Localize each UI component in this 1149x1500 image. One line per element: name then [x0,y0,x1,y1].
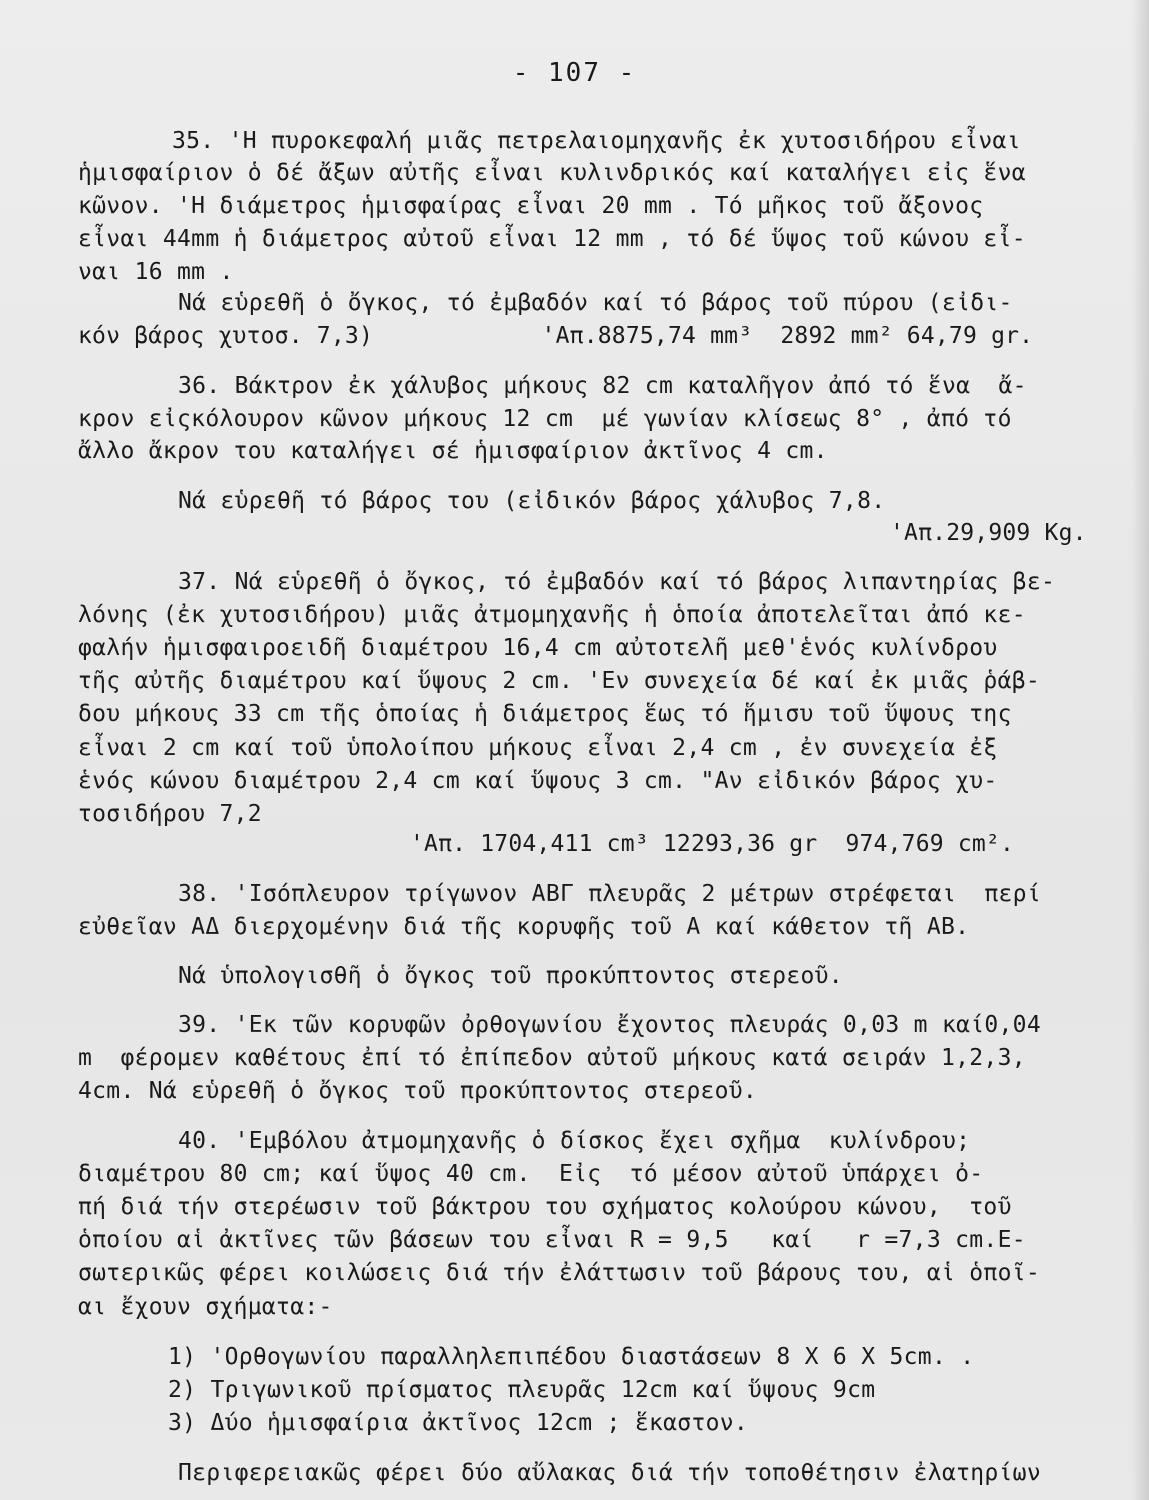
problem-35-line-5: ναι 16 mm . [78,259,234,285]
problem-35-line-2: ἡμισφαίριον ὁ δέ ἄξων αὐτῆς εἶναι κυλινδρικός καί καταλήγει εἰς ἕνα [78,160,1026,186]
problem-39-line-2: m φέρομεν καθέτους ἐπί τό ἐπίπεδον αὐτοῦ μήκους κατά σειράν 1,2,3, [78,1045,1026,1071]
problem-35-line-3: κῶνον. 'Η διάμετρος ἡμισφαίρας εἶναι 20 mm . Τό μῆκος τοῦ ἄξονος [78,193,984,219]
problem-36-line-3: ἄλλο ἄκρον του καταλήγει σέ ἡμισφαίριον ἀκτῖνος 4 cm. [78,438,828,464]
problem-40-line-1: 40. 'Εμβόλου ἀτμομηχανῆς ὁ δίσκος ἔχει σχῆμα κυλίνδρου; [178,1128,971,1154]
problem-35-line-4: εἶναι 44mm ἡ διάμετρος αὐτοῦ εἶναι 12 mm , τό δέ ὕψος τοῦ κώνου εἶ- [78,226,1026,252]
problem-36-line-2: κρον εἰςκόλουρον κῶνον μήκους 12 cm μέ γωνίαν κλίσεως 8° , ἀπό τό [78,406,1012,432]
problem-40-line-2: διαμέτρου 80 cm; καί ὕψος 40 cm. Εἰς τό μέσον αὐτοῦ ὑπάρχει ὀ- [78,1161,984,1187]
problem-38-line-1: 38. 'Ισόπλευρον τρίγωνον ΑΒΓ πλευρᾶς 2 μέτρων στρέφεται περί [178,881,1041,907]
problem-37-line-4: τῆς αὐτῆς διαμέτρου καί ὕψους 2 cm. 'Εν συνεχεία δέ καί ἐκ μιᾶς ῥάβ- [78,668,1041,694]
problem-37-line-8: τοσιδήρου 7,2 [78,801,262,827]
problem-37-line-1: 37. Νά εὑρεθῆ ὁ ὄγκος, τό ἐμβαδόν καί τό βάρος λιπαντηρίας βε- [178,569,1056,595]
problem-39-line-1: 39. 'Εκ τῶν κορυφῶν ὀρθογωνίου ἔχοντος πλευράς 0,03 m καί0,04 [178,1012,1041,1038]
problem-38-line-2: εὐθεῖαν ΑΔ διερχομένην διά τῆς κορυφῆς τοῦ Α καί κάθετον τῆ ΑΒ. [78,914,970,940]
problem-39-line-3: 4cm. Νά εὑρεθῆ ὁ ὄγκος τοῦ προκύπτοντος στερεοῦ. [78,1078,758,1104]
problem-35-line-6: Νά εὑρεθῆ ὁ ὄγκος, τό ἐμβαδόν καί τό βάρος τοῦ πύρου (εἰδι- [178,290,1013,316]
problem-36-line-4: Νά εὑρεθῆ τό βάρος του (εἰδικόν βάρος χάλυβος 7,8. [178,488,886,514]
problem-36-line-1: 36. Βάκτρον ἐκ χάλυβος μήκους 82 cm καταλῆγον ἀπό τό ἕνα ἄ- [178,373,1027,399]
page-number: - 107 - [512,58,637,88]
problem-40-line-4: ὁποίου αἱ ἀκτῖνες τῶν βάσεων του εἶναι R = 9,5 καί r =7,3 cm.Ε- [78,1227,1026,1253]
problem-40-list-item-2: 2) Τριγωνικοῦ πρίσματος πλευρᾶς 12cm καί ὕψους 9cm [168,1377,876,1403]
problem-37-answer: 'Απ. 1704,411 cm³ 12293,36 gr 974,769 cm². [410,831,1015,857]
problem-40-line-6: αι ἔχουν σχήματα:- [78,1294,333,1320]
problem-35-answer: κόν βάρος χυτοσ. 7,3) 'Απ.8875,74 mm³ 2892 mm² 64,79 gr. [78,323,1034,349]
problem-35-line-1: 35. 'Η πυροκεφαλή μιᾶς πετρελαιομηχανῆς ἐκ χυτοσιδήρου εἶναι [172,128,1021,154]
problem-37-line-6: εἶναι 2 cm καί τοῦ ὑπολοίπου μήκους εἶναι 2,4 cm , ἐν συνεχεία ἐξ [78,735,998,761]
page-edge-shadow [1131,0,1149,1500]
problem-40-line-3: πή διά τήν στερέωσιν τοῦ βάκτρου του σχήματος κολούρου κώνου, τοῦ [78,1194,1012,1220]
problem-38-line-3: Νά ὑπολογισθῆ ὁ ὄγκος τοῦ προκύπτοντος στερεοῦ. [178,963,843,989]
problem-37-line-3: φαλήν ἡμισφαιροειδῆ διαμέτρου 16,4 cm αὐτοτελῆ μεθ'ἑνός κυλίνδρου [78,635,998,661]
problem-37-line-2: λόνης (ἐκ χυτοσιδήρου) μιᾶς ἀτμομηχανῆς ἡ ὁποία ἀποτελεῖται ἀπό κε- [78,602,1026,628]
problem-37-line-5: δου μήκους 33 cm τῆς ὁποίας ἡ διάμετρος ἕως τό ἥμισυ τοῦ ὕψους της [78,701,1012,727]
problem-37-line-7: ἑνός κώνου διαμέτρου 2,4 cm καί ὕψους 3 cm. "Αν εἰδικόν βάρος χυ- [78,768,998,794]
problem-40-list-item-1: 1) 'Ορθογωνίου παραλληλεπιπέδου διαστάσεων 8 X 6 X 5cm. . [168,1344,975,1370]
problem-40-line-final: Περιφερειακῶς φέρει δύο αὔλακας διά τήν τοποθέτησιν ἐλατηρίων [178,1460,1041,1486]
problem-40-line-5: σωτερικῶς φέρει κοιλώσεις διά τήν ἐλάττωσιν τοῦ βάρους του, αἱ ὁποῖ- [78,1260,1041,1286]
problem-36-answer: 'Απ.29,909 Kg. [890,520,1087,546]
problem-40-list-item-3: 3) Δύο ἡμισφαίρια ἀκτῖνος 12cm ; ἕκαστον. [168,1410,749,1436]
